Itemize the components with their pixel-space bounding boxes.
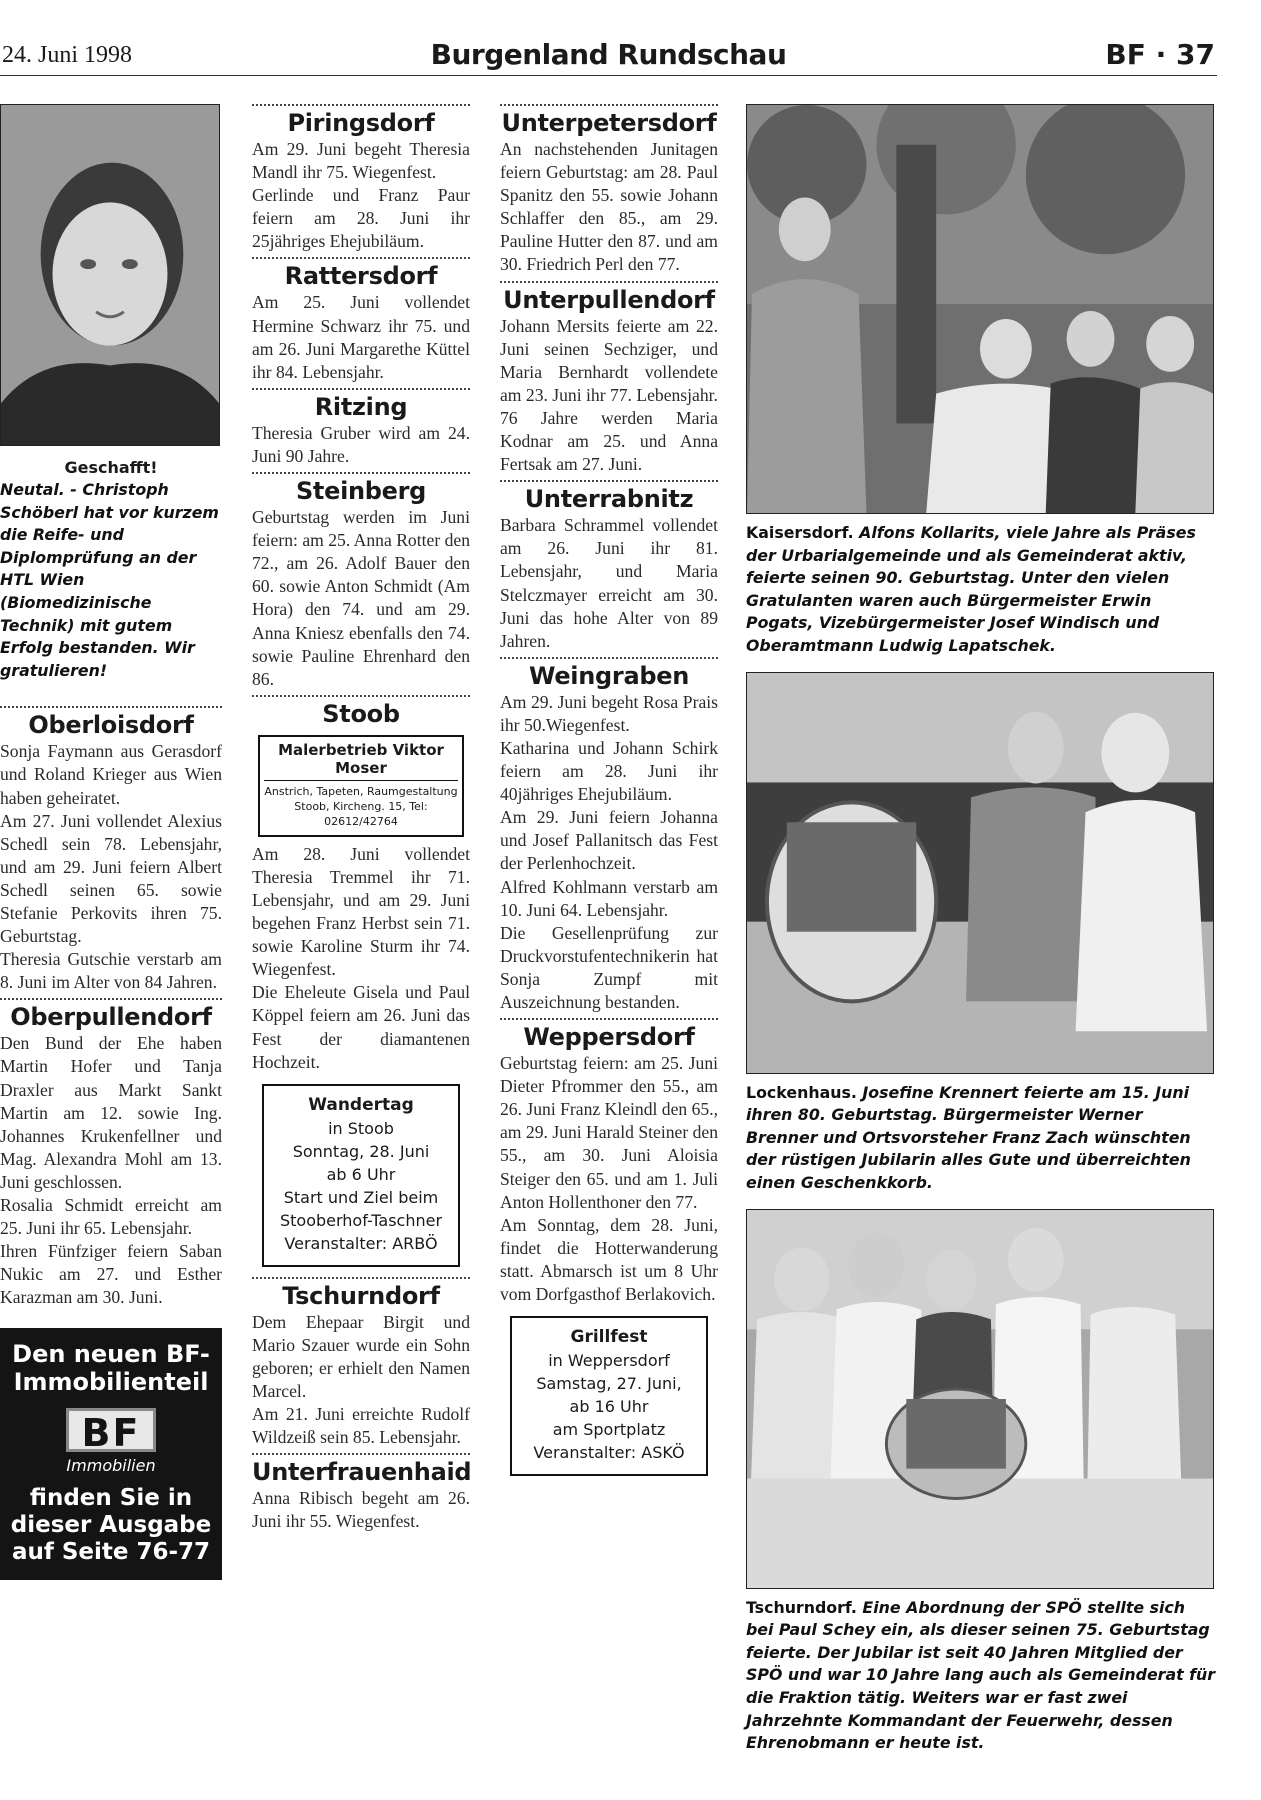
section-divider — [500, 104, 718, 106]
section-divider — [500, 657, 718, 659]
section-title-ritzing: Ritzing — [314, 392, 408, 421]
photo-caption-text: Neutal. - Christoph Schöberl hat vor kurzem die Reife- und Diplomprüfung an der HTL Wien (Biomedizinische Technik) mit gutem Erfolg bestanden. Wir gratulieren! — [0, 480, 219, 680]
event-line: Start und Ziel beim — [283, 1187, 439, 1207]
event-title: Grillfest — [570, 1327, 648, 1348]
section-text-stoob: Am 28. Juni vollendet Theresia Tremmel ihr 71. Lebensjahr, und am 29. Juni begehen Franz Herbst sein 71. sowie Karoline Sturm ihr 74. Wiegenfest. Die Eheleute Gisela und Paul Köppel feiern am 26. Juni das Fest der diamantenen Hochzeit. — [252, 843, 470, 1072]
section-divider — [252, 104, 470, 106]
section-divider — [252, 1453, 470, 1455]
event-line: in Weppersdorf — [548, 1351, 670, 1371]
section-text-unterpetersdorf: An nachstehenden Junitagen feiern Geburtstag: am 28. Paul Spanitz den 55. sowie Johann Schlaffer den 85., am 29. Pauline Hutter den 87. und am 30. Friedrich Perl den 77. — [500, 139, 718, 275]
section-title-unterpullendorf: Unterpullendorf — [503, 285, 715, 314]
event-box-grillfest — [510, 1316, 708, 1476]
newspaper-title: Burgenland Rundschau — [430, 38, 787, 71]
section-title-steinberg: Steinberg — [295, 477, 427, 506]
section-divider — [252, 472, 470, 474]
event-box-wandertag — [262, 1084, 460, 1267]
event-line: Sonntag, 28. Juni — [292, 1141, 430, 1161]
photo-caption-kaisersdorf — [746, 522, 1216, 658]
couple-photo-basket — [746, 672, 1214, 1074]
advert-line-1: Anstrich, Tapeten, Raumgestaltung — [264, 784, 458, 798]
event-line: Veranstalter: ASKÖ — [533, 1443, 685, 1463]
section-title-unterpetersdorf: Unterpetersdorf — [501, 109, 717, 137]
event-line: Veranstalter: ARBÖ — [284, 1233, 438, 1253]
section-text-unterfrauenhaid: Anna Ribisch begeht am 26. Juni ihr 55. Wiegenfest. — [252, 1488, 470, 1532]
section-title-unterfrauenhaid: Unterfrauenhaid — [252, 1458, 472, 1487]
section-divider — [252, 1277, 470, 1279]
promo-bottom-text: finden Sie in dieser Ausgabe auf Seite 76-77 — [10, 1484, 212, 1565]
couple-photo-basket-icon — [747, 673, 1213, 1073]
event-line: Samstag, 27. Juni, — [536, 1374, 682, 1394]
advert-name: Malerbetrieb Viktor Moser — [264, 741, 458, 781]
section-divider — [252, 388, 470, 390]
page-number: BF · 37 — [1105, 38, 1215, 71]
group-photo-basket-icon — [747, 1210, 1213, 1588]
caption-place: Kaisersdorf. — [746, 523, 854, 542]
section-text-rattersdorf: Am 25. Juni vollendet Hermine Schwarz ihr 75. und am 26. Juni Margarethe Küttel ihr 84. Lebensjahr. — [252, 292, 470, 382]
page-header — [0, 32, 1217, 76]
section-title-weppersdorf: Weppersdorf — [523, 1023, 695, 1052]
section-text-oberloisdorf: Sonja Faymann aus Gerasdorf und Roland Krieger aus Wien haben geheiratet. Am 27. Juni vollendet Alexius Schedl sein 78. Lebensjahr, und am 29. Juni feiern Albert Schedl seinen 65. sowie Stefanie Perkovits ihren 75. Geburtstag. Theresia Gutschie verstarb am 8. Juni im Alter von 84 Jahren. — [0, 741, 222, 993]
section-text-steinberg: Geburtstag werden im Juni feiern: am 25. Anna Rotter den 72., am 26. Adolf Bauer den 60. sowie Anton Schmidt (Am Hora) den 74. und am 29. Anna Kniesz ebenfalls den 74. sowie Pauline Ehrenhard den 86. — [252, 507, 470, 689]
caption-place: Tschurndorf. — [746, 1597, 857, 1617]
section-text-piringsdorf: Am 29. Juni begeht Theresia Mandl ihr 75. Wiegenfest. Gerlinde und Franz Paur feiern am 28. Juni ihr 25jähriges Ehejubiläum. — [252, 139, 470, 252]
advert-malerbetrieb — [258, 735, 464, 837]
section-title-stoob: Stoob — [322, 699, 400, 728]
section-divider — [252, 257, 470, 259]
section-divider — [0, 998, 222, 1000]
portrait-photo-icon — [1, 105, 219, 445]
issue-date: 24. Juni 1998 — [2, 42, 133, 68]
portrait-photo — [0, 104, 220, 446]
immobilien-promo — [0, 1328, 222, 1580]
bf-logo-icon: BF — [66, 1408, 156, 1452]
event-line: am Sportplatz — [552, 1420, 666, 1440]
section-title-oberloisdorf: Oberloisdorf — [28, 711, 194, 740]
column-1 — [0, 94, 222, 1580]
section-title-piringsdorf: Piringsdorf — [287, 109, 435, 137]
event-line: ab 6 Uhr — [326, 1164, 396, 1184]
section-divider — [252, 695, 470, 697]
section-text-unterpullendorf: Johann Mersits feierte am 22. Juni seinen Sechziger, und Maria Bernhardt vollendete am 23. Juni ihr 77. Lebensjahr. 76 Jahre werden Maria Kodnar am 25. und Anna Fertsak am 27. Juni. — [500, 315, 718, 475]
group-photo-garden-icon — [747, 105, 1213, 513]
section-title-tschurndorf: Tschurndorf — [282, 1281, 440, 1310]
section-text-ritzing: Theresia Gruber wird am 24. Juni 90 Jahre. — [252, 422, 470, 466]
section-title-oberpullendorf: Oberpullendorf — [10, 1003, 212, 1032]
section-divider — [500, 1018, 718, 1020]
event-line: Stooberhof-Taschner — [279, 1210, 443, 1230]
section-text-tschurndorf: Dem Ehepaar Birgit und Mario Szauer wurde ein Sohn geboren; er erhielt den Namen Marcel. Am 21. Juni erreichte Rudolf Wildzeiß sein 85. Lebensjahr. — [252, 1311, 470, 1448]
section-divider — [0, 706, 222, 708]
promo-logo-subtitle: Immobilien — [66, 1455, 156, 1475]
advert-line-2: Stoob, Kircheng. 15, Tel: 02612/42764 — [294, 799, 428, 828]
section-text-unterrabnitz: Barbara Schrammel vollendet am 26. Juni ihr 81. Lebensjahr, und Maria Stelczmayer erreicht am 30. Juni das hohe Alter von 89 Jahren. — [500, 515, 718, 651]
section-title-rattersdorf: Rattersdorf — [284, 262, 438, 291]
section-text-weingraben: Am 29. Juni begeht Rosa Prais ihr 50.Wiegenfest. Katharina und Johann Schirk feiern am 28. Juni ihr 40jähriges Ehejubiläum. Am 29. Juni feiern Johanna und Josef Pallanitsch das Fest der Perlenhochzeit. Alfred Kohlmann verstarb am 10. Juni 64. Lebensjahr. Die Gesellenprüfung zur Druckvorstufentechnikerin hat Sonja Zumpf mit Auszeichnung bestanden. — [500, 691, 718, 1012]
column-4 — [746, 94, 1216, 1755]
event-title: Wandertag — [308, 1094, 414, 1115]
caption-place: Lockenhaus. — [746, 1082, 857, 1102]
section-title-weingraben: Weingraben — [529, 661, 689, 690]
section-title-unterrabnitz: Unterrabnitz — [524, 485, 694, 514]
group-photo-garden — [746, 104, 1214, 514]
caption-text: Josefine Krennert feierte am 15. Juni ihren 80. Geburtstag. Bürgermeister Werner Brenner und Ortsvorsteher Franz Zach wünschten der rüstigen Jubilarin alles Gute und überreichten einen Geschenkkorb. — [746, 1082, 1191, 1192]
photo-caption-title: Geschafft! — [64, 458, 158, 477]
section-divider — [500, 281, 718, 283]
column-2 — [252, 94, 470, 1533]
column-3 — [500, 94, 718, 1486]
section-text-weppersdorf: Geburtstag feiern: am 25. Juni Dieter Pfrommer den 55., am 26. Juni Franz Kleindl den 65., am 29. Juni Harald Steiner den 55., am 30. Juni Aloisia Steiger den 65. und am 1. Juli Anton Hollenthoner den 77. Am Sonntag, dem 28. Juni, findet die Hotterwanderung statt. Abmarsch ist um 8 Uhr vom Dorfgasthof Berlakovich. — [500, 1053, 718, 1305]
event-line: ab 16 Uhr — [569, 1397, 649, 1417]
promo-top-text: Den neuen BF-Immobilienteil — [12, 1339, 210, 1396]
caption-text: Eine Abordnung der SPÖ stellte sich bei Paul Schey ein, als dieser seinen 75. Geburtstag feierte. Der Jubilar ist seit 40 Jahren Mitglied der SPÖ und war 10 Jahre lang auch als Gemeinderat für die Fraktion tätig. Weiters war er fast zwei Jahrzehnte Kommandant der Feuerwehr, dessen Ehrenobmann er heute ist. — [746, 1597, 1216, 1753]
caption-text: Alfons Kollarits, viele Jahre als Präses der Urbarialgemeinde und als Gemeinderat aktiv, feierte seinen 90. Geburtstag. Unter den vielen Gratulanten waren auch Bürgermeister Erwin Pogats, Vizebürgermeister Josef Windisch und Oberamtmann Ludwig Lapatschek. — [746, 523, 1196, 655]
photo-caption-tschurndorf — [746, 1597, 1216, 1755]
event-line: in Stoob — [328, 1118, 394, 1138]
photo-caption-lockenhaus — [746, 1082, 1216, 1195]
group-photo-basket — [746, 1209, 1214, 1589]
section-divider — [500, 480, 718, 482]
section-text-oberpullendorf: Den Bund der Ehe haben Martin Hofer und Tanja Draxler aus Markt Sankt Martin am 12. sowie Ing. Johannes Krukenfellner und Mag. Alexandra Mohl am 13. Juni geschlossen. Rosalia Schmidt erreicht am 25. Juni ihr 65. Lebensjahr. Ihren Fünfziger feiern Saban Nukic am 27. und Esther Karazman am 30. Juni. — [0, 1033, 222, 1308]
